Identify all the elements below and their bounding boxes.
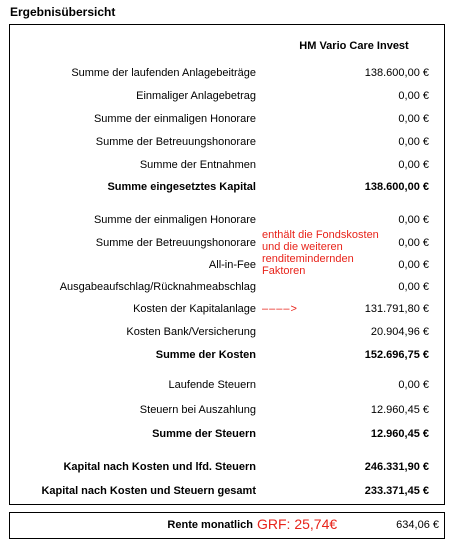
row-value: 0,00 € — [398, 159, 429, 171]
row-label: Summe der Betreuungshonorare — [95, 237, 256, 249]
row-value: 0,00 € — [398, 214, 429, 226]
row-label: All-in-Fee — [208, 259, 256, 271]
row-value: 0,00 € — [398, 259, 429, 271]
row-label: Kapital nach Kosten und lfd. Steuern — [63, 461, 256, 473]
row-label: Summe der Betreuungshonorare — [95, 136, 256, 148]
row-label: Summe der laufenden Anlagebeiträge — [71, 67, 256, 79]
row-value: 0,00 € — [398, 113, 429, 125]
row-label: Ausgabeaufschlag/Rücknahmeabschlag — [59, 281, 256, 293]
row-value: 0,00 € — [398, 379, 429, 391]
row-value: 0,00 € — [398, 281, 429, 293]
arrow-icon: ––––> — [262, 303, 298, 315]
row-label: Summe der Entnahmen — [139, 159, 256, 171]
row-value: 0,00 € — [398, 136, 429, 148]
row-value: 12.960,45 € — [370, 404, 429, 416]
row-value: 138.600,00 € — [364, 181, 429, 193]
row-value: 246.331,90 € — [364, 461, 429, 473]
row-label: Kosten der Kapitalanlage — [133, 303, 256, 315]
row-label: Summe der Kosten — [155, 349, 256, 361]
row-value: 152.696,75 € — [364, 349, 429, 361]
row-label: Summe der einmaligen Honorare — [93, 214, 256, 226]
row-label: Laufende Steuern — [168, 379, 256, 391]
row-value: 12.960,45 € — [370, 428, 429, 440]
row-label: Summe eingesetztes Kapital — [107, 181, 256, 193]
row-value: 233.371,45 € — [364, 485, 429, 497]
row-label: Steuern bei Auszahlung — [139, 404, 256, 416]
row-label: Kapital nach Kosten und Steuern gesamt — [41, 485, 256, 497]
column-title: HM Vario Care Invest — [299, 40, 409, 52]
fund-costs-note: enthält die Fondskosten und die weiteren renditemindernden Faktoren — [262, 229, 379, 277]
row-label: Einmaliger Anlagebetrag — [136, 90, 256, 102]
row-label: Summe der einmaligen Honorare — [93, 113, 256, 125]
row-value: 0,00 € — [398, 237, 429, 249]
row-value: 20.904,96 € — [370, 326, 429, 338]
grf-note: GRF: 25,74€ — [257, 516, 338, 532]
row-value: 131.791,80 € — [364, 303, 429, 315]
row-label: Summe der Steuern — [152, 428, 256, 440]
rente-value: 634,06 € — [396, 519, 439, 531]
rente-label: Rente monatlich — [167, 519, 253, 531]
row-value: 0,00 € — [398, 90, 429, 102]
row-label: Kosten Bank/Versicherung — [126, 326, 256, 338]
row-value: 138.600,00 € — [364, 67, 429, 79]
page-title: Ergebnisübersicht — [10, 5, 116, 19]
